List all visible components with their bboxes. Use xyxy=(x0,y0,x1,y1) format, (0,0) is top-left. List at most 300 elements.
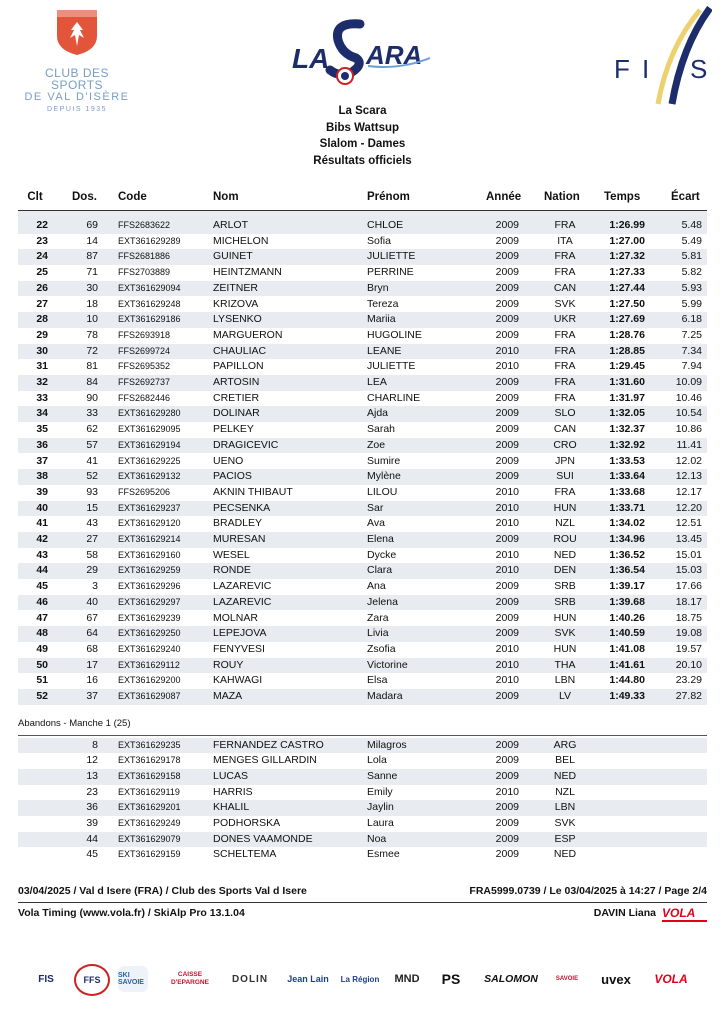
result-row xyxy=(18,658,707,674)
cell-code: EXT361629094 xyxy=(118,282,181,293)
cell-year: 2009 xyxy=(495,266,519,279)
cell-nation: NED xyxy=(553,548,577,561)
cell-first-name: Madara xyxy=(367,690,403,702)
cell-first-name: Mariia xyxy=(367,313,396,326)
cell-nation: LV xyxy=(558,690,572,702)
cell-code: EXT361629259 xyxy=(118,565,181,576)
cell-last-name: AKNIN THIBAUT xyxy=(213,485,293,498)
club-shield-icon xyxy=(55,8,99,56)
col-prenom: Prénom xyxy=(367,191,410,203)
cell-code: EXT361629200 xyxy=(118,675,181,686)
cell-bib: 57 xyxy=(86,438,98,451)
cell-year: 2009 xyxy=(495,250,519,263)
cell-bib: 27 xyxy=(86,533,98,545)
result-row xyxy=(18,548,707,564)
cell-bib: 16 xyxy=(86,674,98,687)
cell-time: 1:27.69 xyxy=(609,313,645,326)
svg-text:LA: LA xyxy=(292,43,330,74)
result-row xyxy=(18,689,707,705)
cell-first-name: Lola xyxy=(367,754,387,767)
cell-bib: 37 xyxy=(86,690,98,702)
cell-bib: 14 xyxy=(86,234,98,247)
cell-first-name: Bryn xyxy=(367,281,389,294)
cell-gap: 10.09 xyxy=(675,376,702,388)
cell-gap: 18.17 xyxy=(675,595,702,608)
cell-year: 2009 xyxy=(495,690,519,702)
svg-text:I: I xyxy=(642,54,650,84)
cell-code: EXT361629132 xyxy=(118,471,181,482)
cell-rank: 41 xyxy=(36,517,48,530)
cell-gap: 5.81 xyxy=(681,250,702,263)
cell-last-name: MOLNAR xyxy=(213,611,258,624)
cell-nation: FRA xyxy=(554,360,576,373)
cell-last-name: WESEL xyxy=(213,548,250,561)
cell-year: 2010 xyxy=(495,564,519,577)
cell-bib: 13 xyxy=(86,769,98,782)
cell-year: 2009 xyxy=(495,801,519,814)
sponsor-dolin-logo: DOLIN xyxy=(231,973,269,985)
cell-last-name: BRADLEY xyxy=(213,517,263,530)
result-row xyxy=(18,485,707,501)
abandon-row xyxy=(18,785,707,801)
cell-rank: 36 xyxy=(36,438,48,451)
result-row xyxy=(18,595,707,611)
cell-first-name: Milagros xyxy=(367,738,407,751)
cell-time: 1:31.97 xyxy=(609,391,645,404)
club-logo xyxy=(18,8,136,113)
cell-rank: 33 xyxy=(36,391,48,404)
cell-time: 1:49.33 xyxy=(609,690,645,702)
cell-first-name: Jelena xyxy=(367,595,398,608)
cell-year: 2009 xyxy=(495,234,519,247)
abandon-row xyxy=(18,769,707,785)
result-row xyxy=(18,281,707,297)
cell-nation: NZL xyxy=(555,517,575,530)
cell-year: 2009 xyxy=(495,738,519,751)
cell-code: FFS2683622 xyxy=(118,220,171,230)
cell-gap: 5.49 xyxy=(681,234,702,247)
cell-rank: 50 xyxy=(36,658,48,671)
cell-first-name: JULIETTE xyxy=(367,360,416,373)
cell-first-name: LILOU xyxy=(367,485,398,498)
cell-code: EXT361629095 xyxy=(118,424,181,435)
result-row xyxy=(18,391,707,407)
abandon-row xyxy=(18,800,707,816)
cell-time: 1:33.71 xyxy=(609,501,645,514)
cell-bib: 45 xyxy=(86,848,98,861)
cell-first-name: Ajda xyxy=(367,407,389,420)
cell-year: 2009 xyxy=(495,376,519,388)
cell-nation: FRA xyxy=(554,328,576,341)
cell-rank: 39 xyxy=(36,485,48,498)
cell-year: 2009 xyxy=(495,407,519,420)
cell-year: 2009 xyxy=(495,595,519,608)
cell-first-name: LEANE xyxy=(367,344,402,357)
svg-text:S: S xyxy=(690,54,708,84)
fis-logo xyxy=(612,6,712,106)
cell-code: FFS2695352 xyxy=(118,361,171,372)
result-row xyxy=(18,469,707,485)
cell-year: 2009 xyxy=(495,627,519,640)
vola-logo xyxy=(662,906,707,922)
cell-code: EXT361629297 xyxy=(118,596,181,607)
svg-text:ARA: ARA xyxy=(366,40,423,70)
result-row xyxy=(18,249,707,265)
cell-bib: 41 xyxy=(86,454,98,467)
cell-bib: 40 xyxy=(86,595,98,608)
cell-time: 1:44.80 xyxy=(609,674,645,687)
footer-referee: DAVIN Liana xyxy=(593,907,656,919)
svg-text:F: F xyxy=(614,54,640,84)
cell-first-name: Ava xyxy=(367,517,385,530)
cell-gap: 17.66 xyxy=(675,580,702,593)
cell-year: 2010 xyxy=(495,674,519,687)
cell-time: 1:32.92 xyxy=(609,438,645,451)
cell-code: EXT361629158 xyxy=(118,770,181,781)
cell-first-name: Dycke xyxy=(367,548,397,561)
cell-rank: 42 xyxy=(36,533,48,545)
cell-bib: 81 xyxy=(86,360,98,373)
cell-code: EXT361629296 xyxy=(118,581,181,592)
cell-time: 1:28.76 xyxy=(609,328,645,341)
cell-year: 2010 xyxy=(495,658,519,671)
cell-bib: 67 xyxy=(86,611,98,624)
cell-code: EXT361629249 xyxy=(118,818,181,828)
cell-nation: LBN xyxy=(554,801,576,814)
cell-gap: 7.25 xyxy=(681,328,702,341)
cell-gap: 7.34 xyxy=(681,344,702,357)
cell-last-name: HEINTZMANN xyxy=(213,266,282,279)
abandon-row xyxy=(18,753,707,769)
cell-nation: JPN xyxy=(555,454,575,467)
abandons-divider xyxy=(18,735,707,736)
cell-bib: 72 xyxy=(86,344,98,357)
sponsor-uvex-logo: uvex xyxy=(601,971,631,987)
cell-time: 1:40.26 xyxy=(609,611,645,624)
cell-last-name: MARGUERON xyxy=(213,328,283,341)
result-row xyxy=(18,611,707,627)
cell-code: EXT361629235 xyxy=(118,739,181,750)
cell-gap: 5.82 xyxy=(681,266,702,279)
cell-first-name: Emily xyxy=(367,785,393,798)
cell-rank: 24 xyxy=(36,250,48,263)
cell-first-name: Noa xyxy=(367,832,387,845)
cell-last-name: KRIZOVA xyxy=(213,297,259,310)
cell-rank: 35 xyxy=(36,423,48,436)
cell-nation: ITA xyxy=(557,234,573,247)
cell-code: EXT361629240 xyxy=(118,643,181,654)
cell-rank: 34 xyxy=(36,407,48,420)
cell-year: 2010 xyxy=(495,485,519,498)
cell-code: FFS2681886 xyxy=(118,251,171,262)
cell-year: 2009 xyxy=(495,580,519,593)
cell-gap: 5.93 xyxy=(681,281,702,294)
cell-gap: 5.99 xyxy=(681,297,702,310)
sponsor-ffs-logo: FFS xyxy=(74,964,110,996)
cell-rank: 43 xyxy=(36,548,48,561)
cell-first-name: Ana xyxy=(367,580,386,593)
cell-bib: 93 xyxy=(86,485,98,498)
cell-bib: 69 xyxy=(86,219,98,231)
cell-time: 1:27.32 xyxy=(609,250,645,263)
cell-time: 1:33.53 xyxy=(609,454,645,467)
cell-last-name: KHALIL xyxy=(213,801,250,814)
result-row xyxy=(18,375,707,391)
cell-last-name: ARLOT xyxy=(213,219,249,231)
cell-bib: 87 xyxy=(86,250,98,263)
cell-time: 1:28.85 xyxy=(609,344,645,357)
sponsor-savoie-logo: SAVOIE xyxy=(555,976,579,982)
cell-rank: 32 xyxy=(36,376,48,388)
header-band xyxy=(18,211,707,218)
cell-first-name: Laura xyxy=(367,817,394,829)
cell-code: EXT361629159 xyxy=(118,849,181,860)
abandons-title: Abandons - Manche 1 (25) xyxy=(18,718,131,729)
result-row xyxy=(18,312,707,328)
footer-divider xyxy=(18,902,707,903)
result-row xyxy=(18,438,707,454)
cell-rank: 26 xyxy=(36,281,48,294)
cell-year: 2009 xyxy=(495,611,519,624)
cell-bib: 64 xyxy=(86,627,98,640)
cell-nation: LBN xyxy=(554,674,576,687)
cell-last-name: PODHORSKA xyxy=(213,817,281,829)
cell-last-name: CHAULIAC xyxy=(213,344,267,357)
cell-time: 1:29.45 xyxy=(609,360,645,373)
cell-year: 2009 xyxy=(495,297,519,310)
cell-first-name: PERRINE xyxy=(367,266,414,279)
cell-nation: CAN xyxy=(553,423,577,436)
cell-code: EXT361629289 xyxy=(118,235,181,246)
result-row xyxy=(18,406,707,422)
cell-nation: NZL xyxy=(555,785,575,798)
cell-nation: FRA xyxy=(554,250,576,263)
club-name: CLUB DES SPORTS xyxy=(44,66,110,92)
cell-time: 1:33.64 xyxy=(609,470,645,483)
cell-year: 2009 xyxy=(495,470,519,483)
result-row xyxy=(18,673,707,689)
cell-rank: 46 xyxy=(36,595,48,608)
cell-code: EXT361629120 xyxy=(118,518,181,529)
sponsor-mnd-logo: MND xyxy=(394,973,420,985)
cell-time: 1:26.99 xyxy=(609,219,645,231)
cell-first-name: Elena xyxy=(367,533,394,545)
cell-code: FFS2703889 xyxy=(118,267,171,278)
cell-gap: 20.10 xyxy=(675,658,702,671)
cell-nation: SVK xyxy=(554,817,576,829)
cell-bib: 12 xyxy=(86,754,98,767)
result-row xyxy=(18,563,707,579)
sponsor-caisse-epargne-logo: CAISSE D'EPARGNE xyxy=(171,971,209,986)
cell-last-name: MAZA xyxy=(213,690,243,702)
cell-code: EXT361629079 xyxy=(118,833,181,844)
cell-first-name: Zsofia xyxy=(367,642,396,655)
cell-nation: SUI xyxy=(556,470,574,483)
cell-last-name: KAHWAGI xyxy=(213,674,263,687)
result-row xyxy=(18,297,707,313)
cell-first-name: Sumire xyxy=(367,454,401,467)
cell-bib: 39 xyxy=(86,817,98,829)
cell-time: 1:27.00 xyxy=(609,234,645,247)
cell-nation: FRA xyxy=(554,391,576,404)
sponsor-jean-lain-logo: Jean Lain xyxy=(287,974,329,984)
abandon-row xyxy=(18,847,707,863)
cell-nation: FRA xyxy=(554,266,576,279)
cell-code: EXT361629201 xyxy=(118,802,181,813)
footer-timing: Vola Timing (www.vola.fr) / SkiAlp Pro 13.1.04 xyxy=(18,907,245,919)
race-name: Bibs Wattsup xyxy=(325,121,400,134)
cell-year: 2009 xyxy=(495,281,519,294)
cell-first-name: Esmee xyxy=(367,848,400,861)
cell-first-name: Sarah xyxy=(367,423,396,436)
cell-rank: 22 xyxy=(36,219,48,231)
cell-nation: UKR xyxy=(553,313,577,326)
cell-year: 2009 xyxy=(495,391,519,404)
cell-rank: 23 xyxy=(36,234,48,247)
cell-last-name: FERNANDEZ CASTRO xyxy=(213,738,324,751)
result-row xyxy=(18,234,707,250)
result-row xyxy=(18,516,707,532)
sponsor-playstation-logo: PS xyxy=(441,971,461,987)
cell-gap: 27.82 xyxy=(675,690,702,702)
cell-time: 1:40.59 xyxy=(609,627,645,640)
cell-time: 1:27.44 xyxy=(609,281,645,294)
cell-rank: 49 xyxy=(36,642,48,655)
sponsor-salomon-logo: SALOMON xyxy=(484,973,538,985)
cell-rank: 45 xyxy=(36,580,48,593)
cell-gap: 12.02 xyxy=(675,454,702,467)
cell-first-name: Livia xyxy=(367,627,389,640)
cell-year: 2010 xyxy=(495,548,519,561)
cell-nation: SRB xyxy=(554,595,576,608)
cell-rank: 37 xyxy=(36,454,48,467)
cell-code: EXT361629280 xyxy=(118,408,181,419)
cell-nation: ROU xyxy=(553,533,577,545)
abandon-row xyxy=(18,738,707,754)
cell-nation: SLO xyxy=(554,407,576,420)
cell-gap: 19.57 xyxy=(675,642,702,655)
cell-gap: 12.17 xyxy=(675,485,702,498)
cell-first-name: Zara xyxy=(367,611,389,624)
result-row xyxy=(18,328,707,344)
cell-last-name: LAZAREVIC xyxy=(213,580,272,593)
document-titles xyxy=(0,103,725,169)
cell-nation: SRB xyxy=(554,580,576,593)
cell-year: 2009 xyxy=(495,769,519,782)
cell-code: EXT361629250 xyxy=(118,628,181,639)
cell-time: 1:32.37 xyxy=(609,423,645,436)
cell-last-name: LYSENKO xyxy=(213,313,262,326)
sponsor-bar xyxy=(18,962,707,996)
result-row xyxy=(18,218,707,234)
cell-last-name: DOLINAR xyxy=(213,407,260,420)
cell-code: EXT361629237 xyxy=(118,502,181,513)
cell-gap: 23.29 xyxy=(675,674,702,687)
cell-nation: FRA xyxy=(554,219,576,231)
col-code: Code xyxy=(118,191,147,203)
cell-time: 1:41.08 xyxy=(609,642,645,655)
cell-nation: NED xyxy=(553,848,577,861)
cell-first-name: JULIETTE xyxy=(367,250,416,263)
cell-bib: 23 xyxy=(86,785,98,798)
cell-nation: CAN xyxy=(553,281,577,294)
cell-first-name: Elsa xyxy=(367,674,388,687)
cell-nation: ARG xyxy=(553,738,577,751)
cell-gap: 19.08 xyxy=(675,627,702,640)
cell-time: 1:27.50 xyxy=(609,297,645,310)
cell-last-name: PECSENKA xyxy=(213,501,271,514)
cell-gap: 12.20 xyxy=(675,501,702,514)
cell-last-name: LAZAREVIC xyxy=(213,595,272,608)
footer-race-info: 03/04/2025 / Val d Isere (FRA) / Club des Sports Val d Isere xyxy=(18,885,307,897)
result-row xyxy=(18,359,707,375)
cell-year: 2009 xyxy=(495,219,519,231)
cell-first-name: Zoe xyxy=(367,438,386,451)
cell-bib: 90 xyxy=(86,391,98,404)
cell-last-name: PAPILLON xyxy=(213,360,264,373)
cell-code: FFS2682446 xyxy=(118,392,171,403)
cell-time: 1:41.61 xyxy=(609,658,645,671)
cell-bib: 84 xyxy=(86,376,98,388)
cell-year: 2009 xyxy=(495,533,519,545)
cell-bib: 8 xyxy=(92,738,98,751)
cell-gap: 10.86 xyxy=(675,423,702,436)
cell-bib: 58 xyxy=(86,548,98,561)
abandon-row xyxy=(18,832,707,848)
cell-last-name: LEPEJOVA xyxy=(213,627,267,640)
cell-gap: 15.01 xyxy=(675,548,702,561)
cell-bib: 68 xyxy=(86,642,98,655)
cell-time: 1:33.68 xyxy=(609,485,645,498)
col-clt: Clt xyxy=(27,191,43,203)
cell-first-name: Sofia xyxy=(367,234,391,247)
results-status: Résultats officiels xyxy=(313,154,412,167)
cell-time: 1:36.52 xyxy=(609,548,645,561)
col-nation: Nation xyxy=(544,191,580,203)
cell-last-name: SCHELTEMA xyxy=(213,848,277,861)
cell-code: FFS2693918 xyxy=(118,329,171,340)
cell-rank: 52 xyxy=(36,690,48,702)
cell-gap: 15.03 xyxy=(675,564,702,577)
cell-last-name: ZEITNER xyxy=(213,281,258,294)
cell-bib: 3 xyxy=(92,580,98,593)
cell-year: 2009 xyxy=(495,817,519,829)
cell-nation: HUN xyxy=(553,642,577,655)
cell-nation: HUN xyxy=(553,501,577,514)
cell-nation: NED xyxy=(553,769,577,782)
cell-year: 2009 xyxy=(495,313,519,326)
result-row xyxy=(18,532,707,548)
cell-first-name: Victorine xyxy=(367,658,408,671)
cell-time: 1:34.96 xyxy=(609,533,645,545)
cell-bib: 43 xyxy=(86,517,98,530)
cell-last-name: PELKEY xyxy=(213,423,254,436)
sponsor-vola-logo: VOLA xyxy=(654,972,688,986)
col-annee: Année xyxy=(486,191,522,203)
cell-last-name: LUCAS xyxy=(213,769,249,782)
cell-time: 1:36.54 xyxy=(609,564,645,577)
cell-bib: 36 xyxy=(86,801,98,814)
cell-code: EXT361629160 xyxy=(118,549,181,560)
cell-gap: 11.41 xyxy=(676,438,702,451)
cell-rank: 25 xyxy=(36,266,48,279)
cell-code: EXT361629178 xyxy=(118,755,181,766)
cell-last-name: MENGES GILLARDIN xyxy=(213,754,317,767)
cell-rank: 38 xyxy=(36,470,48,483)
cell-code: EXT361629239 xyxy=(118,612,181,623)
cell-code: FFS2699724 xyxy=(118,345,171,356)
cell-last-name: GUINET xyxy=(213,250,253,263)
